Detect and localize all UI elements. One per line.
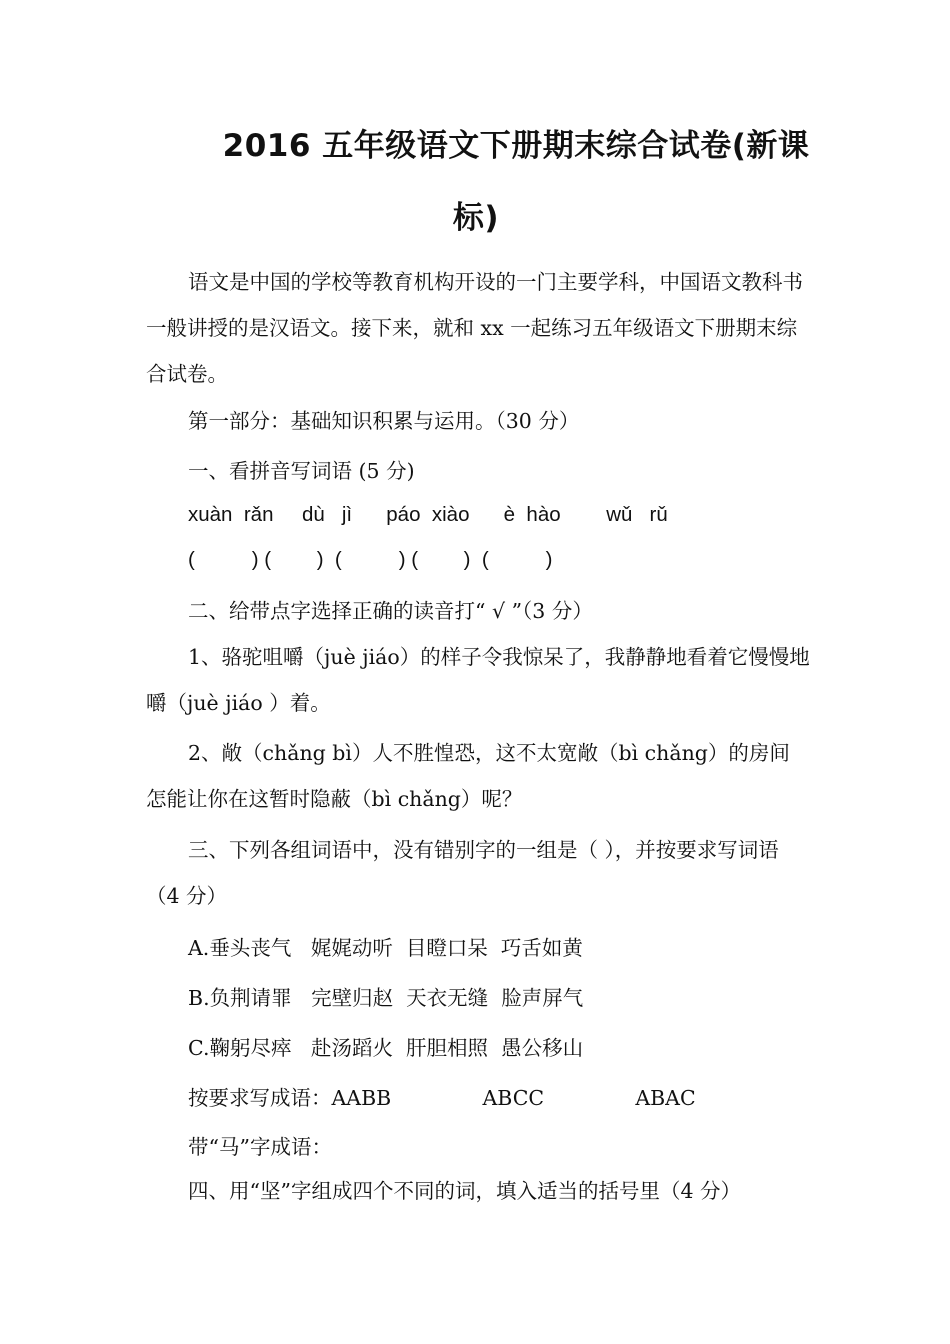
question-3-heading: 三、下列各组词语中，没有错别字的一组是（ ），并按要求写词语 （4 分） bbox=[146, 838, 779, 908]
question-3-option-c: C.鞠躬尽瘁 赴汤蹈火 肝胆相照 愚公移山 bbox=[188, 1036, 584, 1060]
question-1-heading: 一、看拼音写词语 (5 分) bbox=[188, 459, 415, 483]
part-one-heading: 第一部分：基础知识积累与运用。（30 分） bbox=[188, 409, 580, 433]
question-2-heading: 二、给带点字选择正确的读音打“ √ ”（3 分） bbox=[188, 599, 593, 623]
question-1-blanks: ( ) ( ) ( ) ( ) ( ) bbox=[188, 548, 553, 571]
question-3-option-b: B.负荆请罪 完壁归赵 天衣无缝 脸声屏气 bbox=[188, 986, 584, 1010]
question-2-item-1: 1、骆驼咀嚼（juè jiáo）的样子令我惊呆了，我静静地看着它慢慢地嚼（juè jiáo ）着。 bbox=[146, 645, 810, 715]
document-title-line-1: 2016 五年级语文下册期末综合试卷(新课 bbox=[222, 128, 810, 164]
question-3-horse-idioms: 带“马”字成语： bbox=[188, 1135, 332, 1159]
question-2-item-2: 2、敞（chǎng bì）人不胜惶恐，这不太宽敞（bì chǎng）的房间怎能让你在这暂时隐蔽（bì chǎng）呢？ bbox=[146, 741, 790, 811]
intro-paragraph: 语文是中国的学校等教育机构开设的一门主要学科，中国语文教科书一般讲授的是汉语文。接下来，就和 xx 一起练习五年级语文下册期末综合试卷。 bbox=[146, 270, 803, 386]
question-3-idiom-patterns: 按要求写成语：AABB ABCC ABAC bbox=[188, 1086, 696, 1110]
question-1-pinyin: xuàn rǎn dù jì páo xiào è hào wǔ rǔ bbox=[188, 503, 668, 526]
question-3-option-a: A.垂头丧气 娓娓动听 目瞪口呆 巧舌如黄 bbox=[188, 936, 583, 960]
document-title-line-2: 标) bbox=[452, 200, 500, 236]
question-4-heading: 四、用“坚”字组成四个不同的词，填入适当的括号里（4 分） bbox=[188, 1179, 742, 1203]
